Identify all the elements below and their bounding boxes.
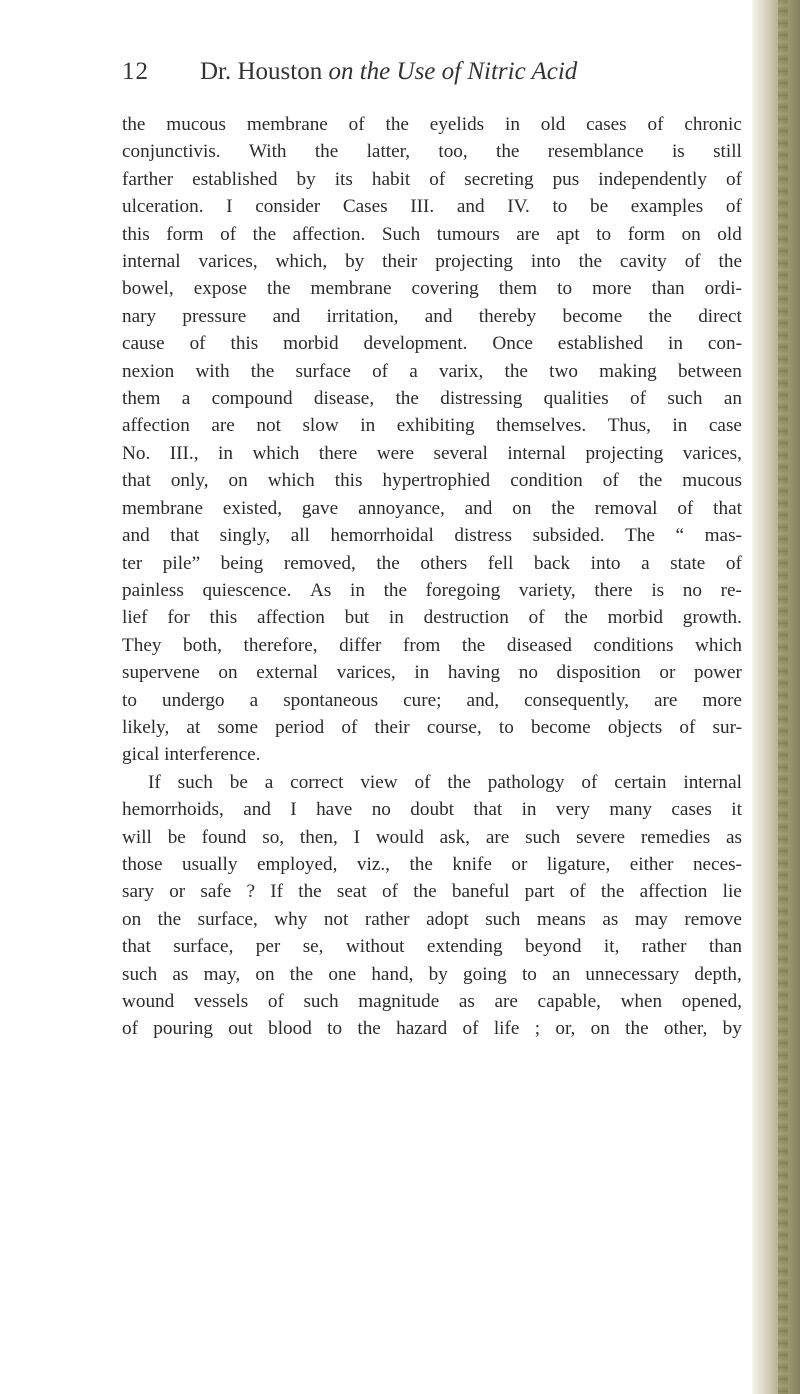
- text-line: this form of the affection. Such tumours are apt to form on old: [122, 223, 742, 245]
- running-title: [200, 58, 577, 86]
- text-line: that only, on which this hypertrophied condition of the mucous: [122, 470, 742, 492]
- text-line: and that singly, all hemorrhoidal distress subsided. The “ mas-: [122, 525, 742, 547]
- body-text: [122, 111, 742, 1043]
- text-line: will be found so, then, I would ask, are such severe remedies as: [122, 826, 742, 848]
- text-line: hemorrhoids, and I have no doubt that in very many cases it: [122, 799, 742, 821]
- text-line: those usually employed, viz., the knife or ligature, either neces-: [122, 853, 742, 875]
- text-line: internal varices, which, by their projecting into the cavity of the: [122, 251, 742, 273]
- text-line: on the surface, why not rather adopt such means as may remove: [122, 908, 742, 930]
- text-line: ter pile” being removed, the others fell back into a state of: [122, 552, 742, 574]
- text-line: of pouring out blood to the hazard of life ; or, on the other, by: [122, 1018, 742, 1040]
- binding-edge: [778, 0, 788, 1394]
- text-line: the mucous membrane of the eyelids in old cases of chronic: [122, 114, 742, 135]
- page-number: 12: [122, 58, 149, 85]
- text-line: painless quiescence. As in the foregoing variety, there is no re-: [122, 579, 742, 601]
- text-line: nexion with the surface of a varix, the two making between: [122, 360, 742, 382]
- text-line: such as may, on the one hand, by going to an unnecessary depth,: [122, 963, 742, 985]
- page-edge-shadow: [752, 0, 800, 1394]
- text-line: membrane existed, gave annoyance, and on the removal of that: [122, 497, 742, 519]
- running-title-author: Dr. Houston: [200, 58, 323, 85]
- text-line: gical interference.: [122, 744, 261, 766]
- text-line: them a compound disease, the distressing qualities of such an: [122, 388, 742, 410]
- text-line: They both, therefore, differ from the diseased conditions which: [122, 634, 742, 656]
- text-line: ulceration. I consider Cases III. and IV. to be examples of: [122, 196, 742, 218]
- text-line: lief for this affection but in destruction of the morbid growth.: [122, 607, 742, 629]
- text-line: affection are not slow in exhibiting themselves. Thus, in case: [122, 415, 742, 437]
- text-line: farther established by its habit of secreting pus independently of: [122, 168, 742, 190]
- text-line: sary or safe ? If the seat of the baneful part of the affection lie: [122, 881, 742, 903]
- text-line: No. III., in which there were several internal projecting varices,: [122, 442, 742, 464]
- running-title-subject: on the Use of Nitric Acid: [328, 58, 578, 85]
- text-line: supervene on external varices, in having no disposition or power: [122, 662, 742, 684]
- text-line: nary pressure and irritation, and thereby become the direct: [122, 305, 742, 327]
- text-line: bowel, expose the membrane covering them to more than ordi-: [122, 278, 742, 300]
- text-line: wound vessels of such magnitude as are capable, when opened,: [122, 991, 742, 1012]
- text-line: likely, at some period of their course, to become objects of sur-: [122, 716, 742, 738]
- text-line: cause of this morbid development. Once established in con-: [122, 333, 742, 355]
- text-line: conjunctivis. With the latter, too, the resemblance is still: [122, 141, 742, 163]
- text-line: to undergo a spontaneous cure; and, consequently, are more: [122, 689, 742, 711]
- text-line: If such be a correct view of the pathology of certain internal: [148, 771, 742, 793]
- text-line: that surface, per se, without extending beyond it, rather than: [122, 936, 742, 958]
